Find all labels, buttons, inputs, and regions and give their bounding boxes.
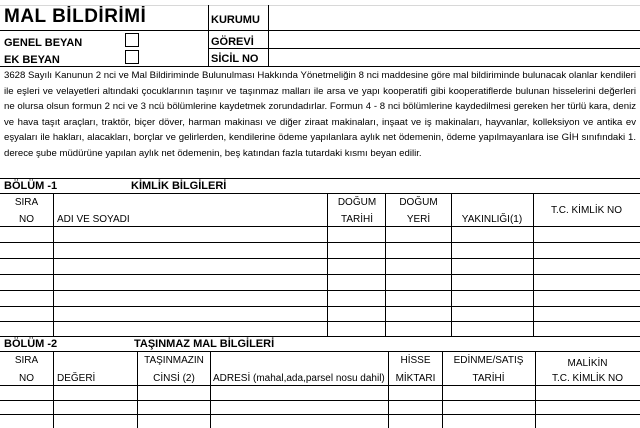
kurumu-label: KURUMU xyxy=(211,14,260,26)
s2-col-degeri: DEĞERİ xyxy=(57,373,96,384)
s1-col-dogum-tarihi: DOĞUM TARİHİ xyxy=(337,197,377,225)
section1-title: KİMLİK BİLGİLERİ xyxy=(131,180,227,192)
s1-col-adi-soyadi: ADI VE SOYADI xyxy=(57,214,130,225)
ek-beyan-checkbox[interactable] xyxy=(125,50,139,64)
gorevi-field[interactable] xyxy=(268,31,640,48)
s2-col-hisse-miktari: HİSSE MİKTARI xyxy=(395,355,436,384)
s1-col-dogum-yeri: DOĞUM YERİ xyxy=(399,197,438,225)
gorevi-label: GÖREVİ xyxy=(211,36,254,48)
s2-col-sira-no: SIRA NO xyxy=(14,355,39,384)
section2-label: BÖLÜM -2 xyxy=(4,338,58,350)
genel-beyan-label: GENEL BEYAN xyxy=(4,37,83,49)
intro-paragraph: 3628 Sayılı Kanunun 2 nci ve Mal Bildiriminde Bulunulması Hakkında Yönetmeliğin 8 nci maddesine göre mal bildiriminde bulunacak olanlar kendileri ile eşleri ve velayetleri altındaki çocuklarının taşınır ve taşınmaz malları ile arsa ve yapı kooperatifi gibi kooperatiflerde bulunan hisselerini değerleri ne olursa olsun formun 2 nci ve 3 ncü bölümlerine kaydetmek zorundadırlar. Formun 4 - 8 nci bölümlerine kaydedilmesi gereken her türlü kara, deniz ve hava taşıt araçları, traktör, biçer döver, harman makinası ve diğer ziraat makinaları, inşaat ve iş makinaları, hayvanlar, kolleksiyon ve antika ev eşyaları ile hakları, alacakları, borçlar ve gelirlerden, kendilerine ödeme yapılanlara aylık net ödemenin, ödeme yapılmayanlara ise GİH sınıfındaki 1. derece şube müdürüne yapılan aylık net ödemenin, beş katından fazla tutardaki kısmı beyan edilir. xyxy=(4,70,636,159)
sicil-no-label: SİCİL NO xyxy=(211,53,259,65)
s2-col-edinme-satis: EDİNME/SATIŞ TARİHİ xyxy=(453,355,524,384)
ek-beyan-label: EK BEYAN xyxy=(4,54,60,66)
kurumu-field[interactable] xyxy=(268,6,640,30)
section2-title: TAŞINMAZ MAL BİLGİLERİ xyxy=(134,338,275,350)
s1-col-sira-no: SIRA NO xyxy=(14,197,39,225)
genel-beyan-checkbox[interactable] xyxy=(125,33,139,47)
s1-data-rows[interactable] xyxy=(0,227,640,336)
s2-data-rows[interactable] xyxy=(0,386,640,428)
form-title: MAL BİLDİRİMİ xyxy=(4,6,147,27)
s2-col-cinsi: TAŞINMAZIN CİNSİ (2) xyxy=(144,355,204,384)
s1-col-yakinligi: YAKINLIĞI(1) xyxy=(461,214,523,225)
s1-col-tc-kimlik-no: T.C. KİMLİK NO xyxy=(550,205,623,216)
sicil-no-field[interactable] xyxy=(268,49,640,66)
s2-col-adresi: ADRESİ (mahal,ada,parsel nosu dahil) xyxy=(213,373,385,384)
section1-label: BÖLÜM -1 xyxy=(4,180,58,192)
s2-col-malik-tc: MALİKİN T.C. KİMLİK NO xyxy=(551,358,624,384)
